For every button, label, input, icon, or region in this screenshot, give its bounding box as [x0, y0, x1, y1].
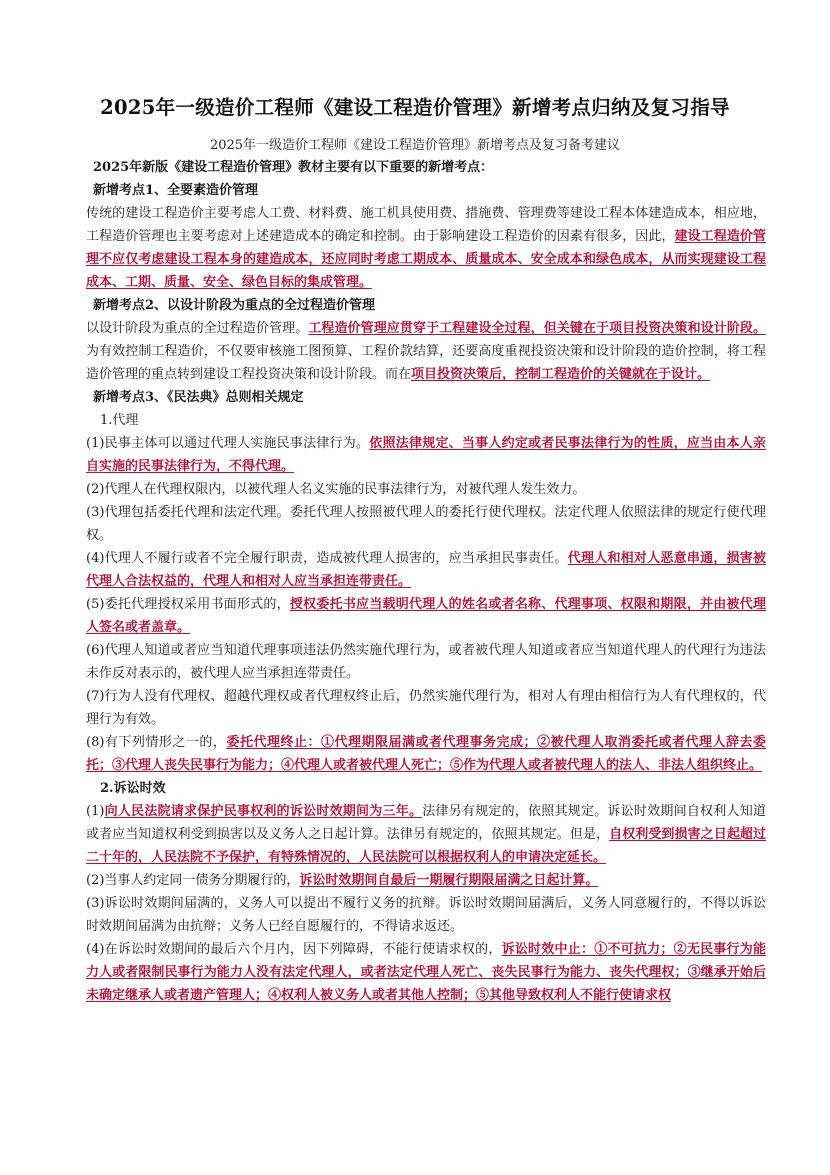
limitation-item-1-text: (1)	[86, 804, 105, 819]
agency-item-1-text: (1)民事主体可以通过代理人实施民事法律行为。	[86, 436, 370, 451]
limitation-item-1	[86, 800, 766, 869]
agency-item-7-text: (7)行为人没有代理权、超越代理权或者代理权终止后，仍然实施代理行为，相对人有理由相信行为人有代理权的，代理行为有效。	[86, 689, 766, 727]
agency-item-8-text: (8)有下列情形之一的，	[86, 735, 227, 750]
limitation-item-2	[86, 869, 766, 892]
limitation-items	[86, 800, 766, 1007]
limitation-item-3	[86, 892, 766, 938]
document-body	[86, 156, 766, 1007]
limitation-item-4-text: (4)在诉讼时效期间的最后六个月内，因下列障碍，不能行使请求权的，	[86, 942, 502, 957]
agency-item-2-text: (2)代理人在代理权限内，以被代理人名义实施的民事法律行为，对被代理人发生效力。	[86, 482, 586, 497]
point3-sub2: 2.诉讼时效	[100, 781, 166, 796]
agency-items	[86, 432, 766, 777]
agency-item-6-text: (6)代理人知道或者应当知道代理事项违法仍然实施代理行为，或者被代理人知道或者应当知道代理人的代理行为违法未作反对表示的，被代理人应当承担连带责任。	[86, 643, 766, 681]
point2-paragraph	[86, 317, 766, 386]
limitation-item-1-text-b: 法律另有规定的，依照其规定。诉讼时效期间自权利人知道或者应当知道权利受到损害以及义务人之日起计算。法律另有规定的，依照其规定。但是，	[86, 804, 766, 842]
agency-item-4-highlight: 代理人和相对人恶意串通，损害被代理人合法权益的，代理人和相对人应当承担连带责任。	[86, 551, 766, 589]
point2-heading: 新增考点2、以设计阶段为重点的全过程造价管理	[93, 298, 376, 313]
agency-item-5	[86, 593, 766, 639]
point2-highlight-1: 工程造价管理应贯穿于工程建设全过程，但关键在于项目投资决策和设计阶段。	[308, 321, 766, 336]
point3-sub1: 1.代理	[100, 413, 139, 428]
agency-item-4-text: (4)代理人不履行或者不完全履行职责，造成被代理人损害的，应当承担民事责任。	[86, 551, 568, 566]
agency-item-3	[86, 501, 766, 547]
agency-item-2	[86, 478, 766, 501]
limitation-item-1-highlight-2: 自权利受到损害之日起超过二十年的，人民法院不予保护，有特殊情况的，人民法院可以根据权利人的申请决定延长。	[86, 827, 766, 865]
limitation-item-2-text: (2)当事人约定同一债务分期履行的，	[86, 873, 300, 888]
limitation-item-1-highlight: 向人民法院请求保护民事权利的诉讼时效期间为三年。	[104, 804, 423, 819]
agency-item-6	[86, 639, 766, 685]
agency-item-5-text: (5)委托代理授权采用书面形式的，	[86, 597, 290, 612]
point1-heading: 新增考点1、全要素造价管理	[93, 183, 259, 198]
agency-item-3-text: (3)代理包括委托代理和法定代理。委托代理人按照被代理人的委托行使代理权。法定代理人依照法律的规定行使代理权。	[86, 505, 766, 543]
agency-item-5-highlight: 授权委托书应当载明代理人的姓名或者名称、代理事项、权限和期限，并由被代理人签名或者盖章。	[86, 597, 766, 635]
limitation-item-2-highlight: 诉讼时效期间自最后一期履行期限届满之日起计算。	[299, 873, 599, 888]
point1-highlight: 建设工程造价管理不应仅考虑建设工程本身的建造成本，还应同时考虑工期成本、质量成本、安全成本和绿色成本，从而实现建设工程成本、工期、质量、安全、绿色目标的集成管理。	[86, 229, 766, 290]
document-title: 2025年一级造价工程师《建设工程造价管理》新增考点归纳及复习指导	[100, 96, 730, 119]
agency-item-8	[86, 731, 766, 777]
agency-item-4	[86, 547, 766, 593]
limitation-item-4	[86, 938, 766, 1007]
agency-item-1-highlight: 依照法律规定、当事人约定或者民事法律行为的性质，应当由本人亲自实施的民事法律行为，不得代理。	[86, 436, 766, 474]
limitation-item-4-highlight: 诉讼时效中止：①不可抗力；②无民事行为能力人或者限制民事行为能力人没有法定代理人，或者法定代理人死亡、丧失民事行为能力、丧失代理权；③继承开始后未确定继承人或者遗产管理人；④权利人被义务人或者其他人控制；⑤其他导致权利人不能行使请求权	[86, 942, 766, 1003]
point2-text-b: 为有效控制工程造价，不仅要审核施工图预算、工程价款结算，还要高度重视投资决策和设计阶段的造价控制，将工程造价管理的重点转到建设工程投资决策和设计阶段。而在	[86, 344, 766, 382]
point2-text-a: 以设计阶段为重点的全过程造价管理。	[86, 321, 309, 336]
point1-text: 传统的建设工程造价主要考虑人工费、材料费、施工机具使用费、措施费、管理费等建设工程本体建造成本，相应地，工程造价管理也主要考虑对上述建造成本的确定和控制。由于影响建设工程造价的因素有很多，因此，	[86, 206, 766, 244]
agency-item-8-highlight: 委托代理终止：①代理期限届满或者代理事务完成；②被代理人取消委托或者代理人辞去委托；③代理人丧失民事行为能力；④代理人或者被代理人死亡；⑤作为代理人或者被代理人的法人、非法人组织终止。	[86, 735, 766, 773]
point3-heading: 新增考点3、《民法典》总则相关规定	[93, 390, 304, 405]
point1-paragraph	[86, 202, 766, 294]
intro-line: 2025年新版《建设工程造价管理》教材主要有以下重要的新增考点：	[93, 160, 494, 175]
point2-highlight-2: 项目投资决策后，控制工程造价的关键就在于设计。	[411, 367, 711, 382]
limitation-item-3-text: (3)诉讼时效期间届满的，义务人可以提出不履行义务的抗辩。诉讼时效期间届满后，义务人同意履行的，不得以诉讼时效期间届满为由抗辩；义务人已经自愿履行的，不得请求返还。	[86, 896, 766, 934]
agency-item-1	[86, 432, 766, 478]
agency-item-7	[86, 685, 766, 731]
document-subtitle: 2025年一级造价工程师《建设工程造价管理》新增考点及复习备考建议	[209, 138, 621, 153]
